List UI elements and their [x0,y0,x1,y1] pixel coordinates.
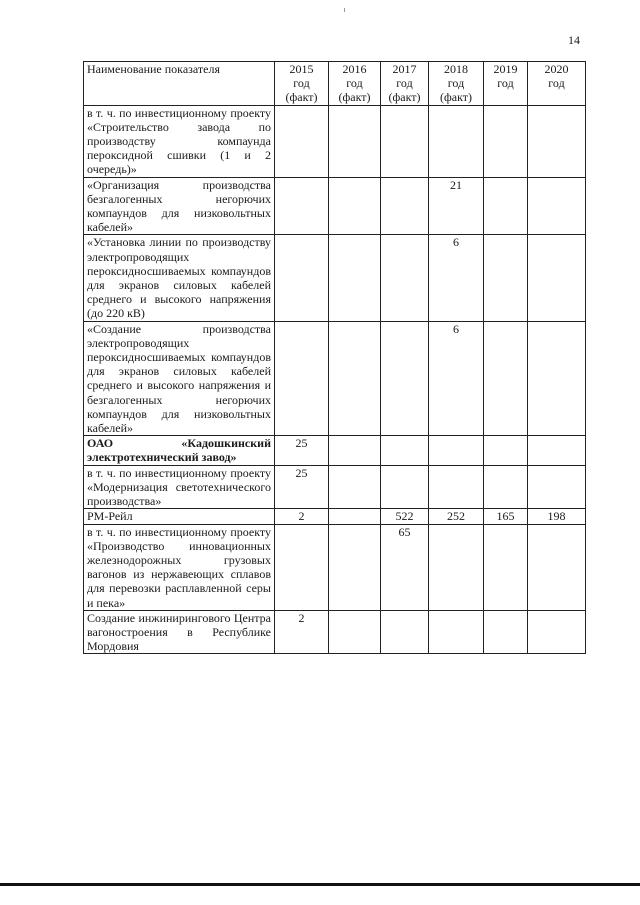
value-cell-2015 [275,177,329,235]
value-cell-2019 [484,235,528,321]
header-year-unit: год [548,76,565,91]
table-row [84,436,586,465]
indicator-name: Создание инжинирингового Центра вагоностроения в Республике Мордовия [84,610,275,654]
header-year-note: (факт) [388,90,421,105]
value-cell-2017 [381,610,429,654]
value-cell-2018: 6 [429,321,484,436]
table-row [84,321,586,436]
value-cell-2016 [329,177,381,235]
header-row [84,62,586,106]
value-cell-2019 [484,610,528,654]
indicator-name: в т. ч. по инвестиционному проекту «Модернизация светотехнического производства» [84,465,275,509]
value-cell-2016 [329,105,381,177]
table-row [84,509,586,524]
value-cell-2019 [484,465,528,509]
value-cell-2017 [381,105,429,177]
header-year-2016 [329,62,381,106]
header-year-year: 2020 [544,62,569,76]
value-cell-2017: 65 [381,524,429,610]
indicator-name: «Установка линии по производству электропроводящих пероксидносшиваемых компаундов для экранов силовых кабелей среднего и высокого напряжения (до 220 кВ) [84,235,275,321]
table-row [84,524,586,610]
value-cell-2018: 21 [429,177,484,235]
table-row [84,177,586,235]
value-cell-2015: 25 [275,465,329,509]
value-cell-2020 [528,235,586,321]
header-year-note: (факт) [285,90,318,105]
value-cell-2019: 165 [484,509,528,524]
indicator-name: РМ-Рейл [84,509,275,524]
header-indicator-name: Наименование показателя [84,62,275,106]
header-year-2017 [381,62,429,106]
header-year-year: 2018 [444,62,468,76]
header-year-2020 [528,62,586,106]
value-cell-2016 [329,436,381,465]
value-cell-2019 [484,436,528,465]
header-year-note: (факт) [439,90,472,105]
header-year-unit: год [396,76,413,91]
value-cell-2019 [484,321,528,436]
value-cell-2015 [275,235,329,321]
header-year-unit: год [447,76,465,91]
value-cell-2015 [275,321,329,436]
value-cell-2017 [381,177,429,235]
indicator-name: ОАО «Кадошкинский электротехнический завод» [84,436,275,465]
value-cell-2016 [329,235,381,321]
page-number: 14 [568,33,580,47]
value-cell-2019 [484,105,528,177]
value-cell-2016 [329,610,381,654]
value-cell-2020 [528,524,586,610]
header-year-unit: год [293,76,310,91]
table-row [84,465,586,509]
value-cell-2017 [381,235,429,321]
value-cell-2016 [329,465,381,509]
header-year-note: (факт) [338,90,371,105]
value-cell-2017: 522 [381,509,429,524]
value-cell-2015: 2 [275,509,329,524]
value-cell-2018 [429,465,484,509]
value-cell-2016 [329,524,381,610]
bottom-rule [0,883,640,886]
value-cell-2018 [429,610,484,654]
value-cell-2020 [528,177,586,235]
scan-mark [344,8,345,12]
value-cell-2016 [329,321,381,436]
indicator-name: «Организация производства безгалогенных негорючих компаундов для низковольтных кабелей» [84,177,275,235]
value-cell-2018 [429,436,484,465]
header-year-year: 2019 [493,62,518,76]
indicator-name: «Создание производства электропроводящих пероксидносшиваемых компаундов для экранов силовых кабелей среднего и высокого напряжения и безгалогенных негорючих компаундов для низковольтных кабелей» [84,321,275,436]
header-year-unit: год [346,76,363,91]
value-cell-2015 [275,105,329,177]
header-year-2019 [484,62,528,106]
header-year-unit: год [497,76,514,91]
value-cell-2018: 6 [429,235,484,321]
value-cell-2019 [484,177,528,235]
header-year-year: 2016 [342,62,367,76]
header-year-year: 2015 [289,62,314,76]
table-row [84,105,586,177]
value-cell-2017 [381,465,429,509]
value-cell-2016 [329,509,381,524]
value-cell-2020: 198 [528,509,586,524]
indicator-name: в т. ч. по инвестиционному проекту «Строительство завода по производству компаунда пероксидной сшивки (1 и 2 очередь)» [84,105,275,177]
value-cell-2015 [275,524,329,610]
indicator-table [83,61,586,654]
table-row [84,235,586,321]
value-cell-2020 [528,610,586,654]
value-cell-2018 [429,524,484,610]
value-cell-2018 [429,105,484,177]
value-cell-2015: 25 [275,436,329,465]
value-cell-2020 [528,465,586,509]
value-cell-2020 [528,321,586,436]
value-cell-2020 [528,105,586,177]
value-cell-2015: 2 [275,610,329,654]
value-cell-2017 [381,436,429,465]
header-year-2018 [429,62,484,106]
value-cell-2020 [528,436,586,465]
value-cell-2017 [381,321,429,436]
header-year-year: 2017 [392,62,417,76]
header-year-2015 [275,62,329,106]
table-row [84,610,586,654]
value-cell-2018: 252 [429,509,484,524]
value-cell-2019 [484,524,528,610]
indicator-name: в т. ч. по инвестиционному проекту «Производство инновационных железнодорожных грузовых вагонов из нержавеющих сплавов для перевозки расплавленной серы и пека» [84,524,275,610]
